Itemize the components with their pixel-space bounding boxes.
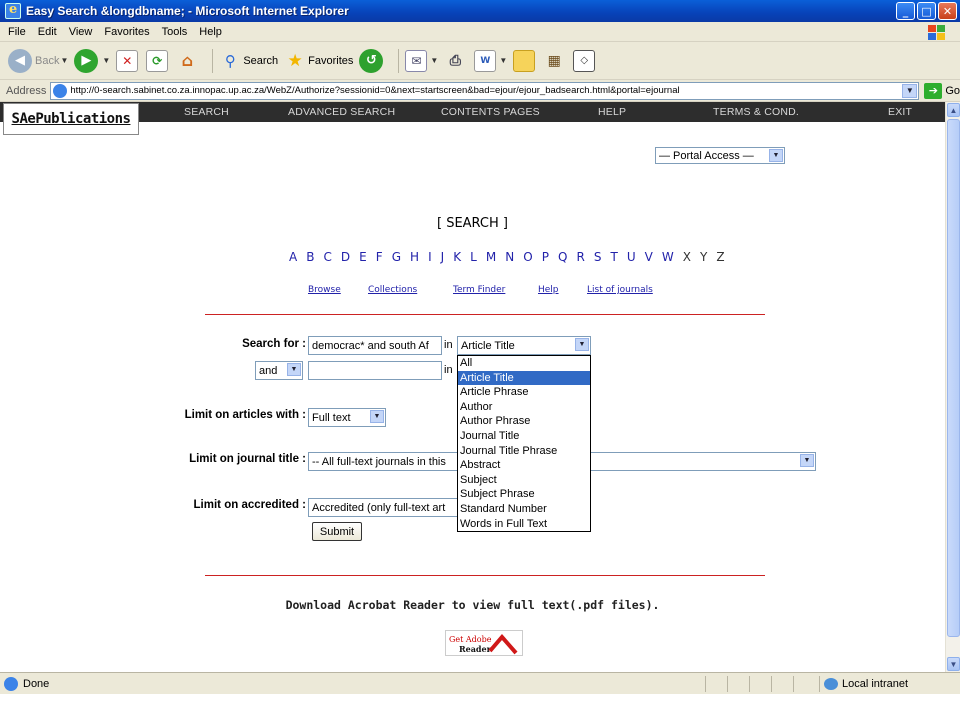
nav-search[interactable]: SEARCH	[184, 106, 229, 118]
dropdown-option[interactable]: Abstract	[460, 459, 501, 472]
print-icon: ⎙	[449, 52, 461, 69]
scroll-thumb[interactable]	[947, 119, 960, 637]
alphabet-index	[289, 250, 727, 264]
alpha-link[interactable]: C	[323, 250, 335, 264]
status-bar	[0, 672, 960, 694]
alpha-link[interactable]: N	[505, 250, 517, 264]
adobe-logo-icon	[488, 633, 518, 655]
mail-button[interactable]	[405, 50, 438, 72]
search-icon: ⚲	[224, 51, 236, 70]
status-panes	[705, 676, 815, 692]
address-input[interactable]	[50, 82, 919, 100]
nav-terms[interactable]: TERMS & COND.	[713, 106, 800, 118]
vertical-scrollbar[interactable]	[945, 102, 960, 672]
dropdown-option[interactable]: Subject	[460, 473, 497, 486]
page-icon	[53, 84, 67, 98]
dropdown-option[interactable]: Journal Title Phrase	[460, 444, 558, 457]
alpha-link[interactable]: E	[359, 250, 370, 264]
forward-arrow-icon: ▶	[74, 49, 98, 73]
nav-help[interactable]: HELP	[598, 106, 627, 118]
search-field-select[interactable]	[457, 336, 591, 355]
bool-operator-value: and	[259, 364, 278, 377]
minimize-button[interactable]: _	[896, 2, 915, 20]
site-logo[interactable]	[3, 103, 139, 135]
in-label-2: in	[444, 364, 453, 376]
status-pane	[705, 676, 727, 692]
alpha-link[interactable]: P	[541, 250, 552, 264]
home-icon: ⌂	[181, 51, 194, 70]
refresh-icon: ⟳	[146, 50, 168, 72]
alpha-link[interactable]: V	[644, 250, 656, 264]
link-browse[interactable]: Browse	[308, 285, 341, 295]
status-pane	[793, 676, 815, 692]
alpha-link[interactable]: D	[340, 250, 353, 264]
alpha-link[interactable]: T	[610, 250, 621, 264]
chevron-down-icon: ▼	[60, 56, 69, 65]
star-icon: ★	[287, 50, 303, 71]
alpha-link[interactable]: H	[410, 250, 422, 264]
status-pane	[771, 676, 793, 692]
portal-access-value: — Portal Access —	[659, 149, 754, 162]
alpha-link[interactable]: F	[375, 250, 386, 264]
zone-text: Local intranet	[842, 678, 909, 690]
menu-help[interactable]: Help	[199, 25, 222, 38]
chevron-down-icon: ▼	[800, 454, 814, 467]
search-for-label: Search for :	[242, 338, 306, 350]
window-title: Easy Search &longdbname; - Microsoft Internet Explorer	[26, 4, 349, 18]
dropdown-option[interactable]: Standard Number	[460, 502, 547, 515]
search-label: Search	[243, 54, 279, 67]
dropdown-option[interactable]: Journal Title	[460, 429, 520, 442]
history-icon: ↺	[359, 49, 383, 73]
address-label: Address	[6, 84, 47, 97]
forward-button[interactable]	[74, 49, 110, 73]
page-heading: [ SEARCH ]	[436, 216, 508, 231]
print-button[interactable]	[444, 50, 468, 72]
chevron-down-icon: ▼	[575, 338, 589, 351]
limit-journal-label: Limit on journal title :	[189, 453, 306, 465]
back-label: Back	[35, 54, 60, 67]
research-button[interactable]	[543, 50, 567, 72]
limit-articles-label: Limit on articles with :	[184, 409, 306, 421]
alpha-link[interactable]: B	[306, 250, 318, 264]
in-label: in	[444, 339, 453, 351]
chevron-down-icon: ▼	[370, 410, 384, 423]
alpha-link[interactable]: Q	[557, 250, 571, 264]
submit-button[interactable]: Submit	[312, 522, 362, 541]
alpha-letter: Z	[716, 250, 728, 264]
dropdown-option[interactable]: Article Title	[458, 371, 590, 386]
alpha-letter: Y	[700, 250, 710, 264]
dropdown-option[interactable]: Author	[460, 400, 493, 413]
dropdown-option[interactable]: Words in Full Text	[460, 517, 548, 530]
page-done-icon	[4, 677, 18, 691]
browser-toolbar	[0, 42, 960, 80]
limit-articles-value: Full text	[312, 411, 351, 424]
menu-view[interactable]: View	[68, 25, 93, 38]
scroll-down-arrow-icon[interactable]: ▼	[947, 657, 960, 671]
bool-operator-select[interactable]	[255, 361, 303, 380]
portal-access-select[interactable]	[655, 147, 785, 164]
menu-edit[interactable]: Edit	[37, 25, 57, 38]
folder-button[interactable]	[513, 50, 537, 72]
stop-button[interactable]	[116, 50, 140, 72]
search-for-input[interactable]: democrac* and south Af	[308, 336, 442, 355]
badge-reader-label: Reader	[459, 644, 491, 654]
site-navbar	[0, 102, 945, 122]
get-adobe-reader-badge[interactable]	[445, 630, 523, 656]
dropdown-option[interactable]: Author Phrase	[460, 415, 531, 428]
desktop-strip	[0, 694, 960, 720]
messenger-button[interactable]	[573, 50, 597, 72]
menu-tools[interactable]: Tools	[161, 25, 188, 38]
logo-text: SAePublications	[11, 111, 131, 127]
alpha-link[interactable]: S	[593, 250, 605, 264]
nav-contents-pages[interactable]: CONTENTS PAGES	[441, 106, 540, 118]
search-field-dropdown-list	[457, 355, 591, 532]
close-button[interactable]: ✕	[938, 2, 957, 20]
back-button[interactable]	[8, 49, 68, 73]
download-acrobat-text: Download Acrobat Reader to view full text(.pdf files).	[285, 598, 660, 612]
search-button[interactable]	[219, 50, 278, 72]
chevron-down-icon[interactable]: ▼	[902, 84, 917, 98]
chevron-down-icon: ▼	[430, 56, 439, 65]
divider-bottom	[205, 575, 765, 576]
home-button[interactable]	[176, 50, 200, 72]
window-titlebar	[0, 0, 960, 22]
limit-accredited-label: Limit on accredited :	[193, 499, 306, 511]
chevron-down-icon: ▼	[287, 363, 301, 376]
stop-icon: ✕	[116, 50, 138, 72]
alpha-link[interactable]: U	[626, 250, 639, 264]
limit-accredited-value: Accredited (only full-text art	[312, 501, 446, 514]
badge-get-label: Get Adobe	[449, 635, 492, 644]
word-icon: W	[474, 50, 496, 72]
scroll-up-arrow-icon[interactable]: ▲	[947, 103, 960, 117]
edit-button[interactable]	[474, 50, 507, 72]
alpha-link[interactable]: O	[523, 250, 536, 264]
history-button[interactable]	[359, 49, 386, 73]
nav-advanced-search[interactable]: ADVANCED SEARCH	[288, 106, 396, 118]
menu-bar	[0, 22, 960, 42]
alpha-link[interactable]: I	[428, 250, 435, 264]
dropdown-option[interactable]: Article Phrase	[460, 386, 529, 399]
status-pane	[749, 676, 771, 692]
divider-top	[205, 314, 765, 315]
toolbar-separator	[398, 49, 399, 73]
nav-exit[interactable]: EXIT	[888, 106, 913, 118]
alpha-link[interactable]: K	[453, 250, 464, 264]
link-help[interactable]: Help	[538, 285, 559, 295]
mail-icon: ✉	[405, 50, 427, 72]
address-bar	[0, 80, 960, 102]
status-pane	[727, 676, 749, 692]
menu-file[interactable]: File	[8, 25, 26, 38]
dropdown-option[interactable]: Subject Phrase	[460, 488, 535, 501]
chevron-down-icon: ▼	[102, 56, 111, 65]
go-label: Go	[945, 84, 960, 97]
alpha-link[interactable]: W	[661, 250, 677, 264]
go-button[interactable]	[924, 83, 960, 99]
window-controls	[896, 2, 957, 20]
favorites-label: Favorites	[308, 54, 354, 67]
second-term-input[interactable]	[308, 361, 442, 380]
menu-favorites[interactable]: Favorites	[104, 25, 150, 38]
page-content	[0, 102, 945, 672]
folder-icon	[513, 50, 535, 72]
limit-articles-select[interactable]	[308, 408, 386, 427]
alpha-link[interactable]: J	[440, 250, 447, 264]
back-arrow-icon: ◀	[8, 49, 32, 73]
limit-accredited-select[interactable]	[308, 498, 458, 517]
refresh-button[interactable]	[146, 50, 170, 72]
alpha-link[interactable]: G	[391, 250, 404, 264]
dropdown-option[interactable]: All	[460, 357, 473, 369]
windows-logo-icon	[926, 23, 948, 41]
books-icon: ▦	[547, 52, 561, 69]
link-collections[interactable]: Collections	[368, 285, 418, 295]
status-text: Done	[23, 677, 50, 690]
link-list-of-journals[interactable]: List of journals	[587, 285, 653, 295]
go-arrow-icon: ➔	[924, 83, 942, 99]
search-field-value: Article Title	[461, 339, 515, 352]
intranet-icon	[824, 678, 838, 690]
messenger-icon: ◇	[573, 50, 595, 72]
link-term-finder[interactable]: Term Finder	[453, 285, 506, 295]
alpha-link[interactable]: A	[289, 250, 300, 264]
ie-icon	[5, 3, 21, 19]
limit-journal-value: -- All full-text journals in this	[312, 455, 446, 468]
toolbar-separator	[212, 49, 213, 73]
alpha-letter: X	[682, 250, 694, 264]
alpha-link[interactable]: R	[576, 250, 588, 264]
alpha-link[interactable]: L	[470, 250, 480, 264]
chevron-down-icon: ▼	[769, 149, 783, 162]
chevron-down-icon: ▼	[499, 56, 508, 65]
security-zone	[819, 676, 939, 692]
alpha-link[interactable]: M	[485, 250, 499, 264]
favorites-button[interactable]	[284, 50, 353, 72]
maximize-button[interactable]: □	[917, 2, 936, 20]
address-url: http://0-search.sabinet.co.za.innopac.up.ac.za/WebZ/Authorize?sessionid=0&next=startscreen&bad=ejour/ejour_badsearch.html&portal=ejournal	[70, 85, 680, 96]
